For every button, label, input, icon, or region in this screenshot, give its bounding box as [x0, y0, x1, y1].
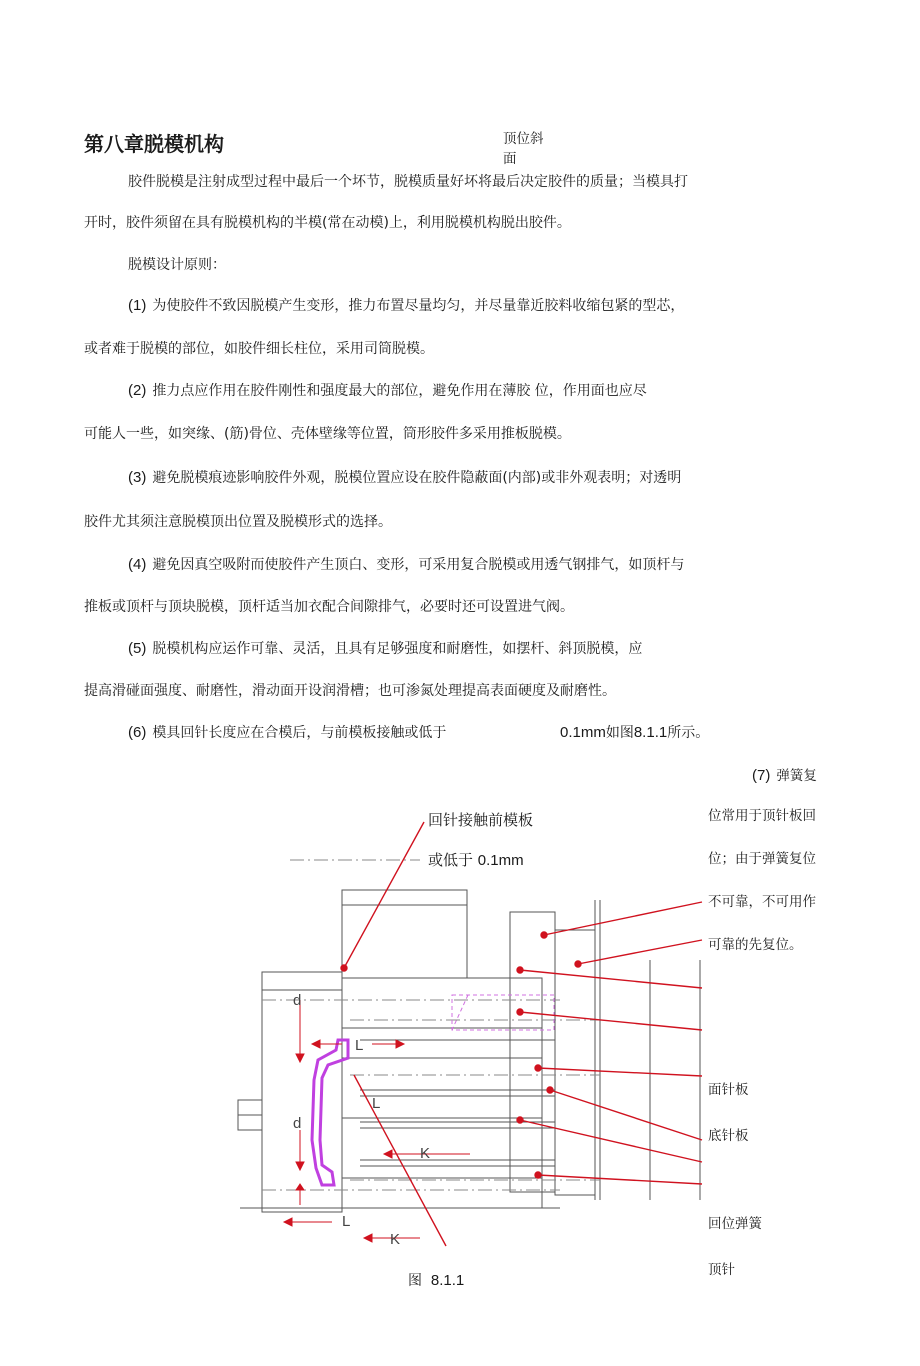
item-6-text: 模具回针长度应在合模后，与前模板接触或低于: [152, 725, 447, 741]
dim-L-lower: L: [342, 1213, 351, 1230]
principles-heading: 脱模设计原则：: [128, 257, 226, 273]
item-5-text: 脱模机构应运作可靠、灵活，且具有足够强度和耐磨性，如摆杆、斜顶脱模，应: [152, 641, 643, 657]
item-7-line-4: 不可靠，不可用作: [708, 894, 816, 910]
figure-caption-prefix: 图: [408, 1273, 422, 1289]
item-1-number: (1): [128, 297, 147, 314]
item-5-line-2: 提高滑碰面强度、耐磨性，滑动面开设润滑槽；也可渗氮处理提高表面硬度及耐磨性。: [84, 683, 616, 699]
dim-K-upper: K: [420, 1145, 431, 1162]
side-note-line-2: 面: [503, 151, 517, 167]
item-6-value: 0.1mm: [560, 724, 606, 741]
item-5-number: (5): [128, 640, 147, 657]
dim-d-upper: d: [293, 992, 302, 1009]
intro-line-1: 胶件脱模是注射成型过程中最后一个坏节，脱模质量好坏将最后决定胶件的质量；当模具打: [128, 174, 688, 190]
item-7-line-5: 可靠的先复位。: [708, 937, 803, 953]
item-6-ref-post: 所示。: [667, 725, 710, 741]
fixed-plate-block: [262, 972, 342, 1212]
figure-label-ejector-pin: 顶针: [708, 1262, 735, 1278]
item-7-text-start: 弹簧复: [776, 768, 817, 784]
dim-K-lower: K: [390, 1231, 401, 1248]
side-note-line-1: 顶位斜: [503, 131, 544, 147]
dim-L-middle: L: [372, 1095, 381, 1112]
page-title: 第八章脱模机构: [84, 132, 224, 156]
figure-label-bottom-plate: 底针板: [708, 1128, 749, 1144]
item-7-line-3: 位；由于弹簧复位: [708, 851, 816, 867]
intro-line-2: 开时，胶件须留在具有脱模机构的半模(常在动模)上，利用脱模机构脱出胶件。: [84, 215, 571, 231]
figure-label-face-plate: 面针板: [708, 1082, 749, 1098]
item-6-ref-pre: 如图: [605, 725, 634, 741]
figure-label-return-spring: 回位弹簧: [708, 1216, 762, 1232]
dim-d-lower: d: [293, 1115, 302, 1132]
upper-plate: [342, 890, 467, 978]
item-2-number: (2): [128, 382, 147, 399]
item-4-number: (4): [128, 556, 147, 573]
dim-L-upper: L: [355, 1037, 364, 1054]
item-3-line-2: 胶件尤其须注意脱模顶出位置及脱模形式的选择。: [84, 514, 392, 530]
molded-part-outline: [312, 1040, 348, 1185]
item-7-number: (7): [752, 767, 771, 784]
item-3-number: (3): [128, 469, 147, 486]
item-2-text: 推力点应作用在胶件刚性和强度最大的部位，避免作用在薄胶 位，作用面也应尽: [152, 383, 647, 399]
figure-callout-text: 或低于: [428, 851, 474, 869]
ejector-stack: [510, 912, 555, 1192]
item-3-text: 避免脱模痕迹影响胶件外观，脱模位置应设在胶件隐蔽面(内部)或非外观表明；对透明: [152, 470, 682, 486]
item-4-text: 避免因真空吸附而使胶件产生顶白、变形，可采用复合脱模或用透气钢排气，如顶杆与: [152, 557, 685, 573]
item-6-figure-ref: 8.1.1: [633, 724, 668, 741]
item-2-line-2: 可能人一些，如突缘、(筋)骨位、壳体壁缘等位置，筒形胶件多采用推板脱模。: [84, 426, 571, 442]
figure-callout-value: 0.1mm: [477, 852, 524, 869]
figure-callout-line-1: 回针接触前模板: [428, 811, 534, 829]
callout-lines: [341, 822, 702, 1246]
figure-caption-number: 8.1.1: [430, 1272, 465, 1289]
item-6-number: (6): [128, 724, 147, 741]
item-1-line-2: 或者难于脱模的部位，如胶件细长柱位，采用司筒脱模。: [84, 341, 434, 357]
item-4-line-2: 推板或顶杆与顶块脱模，顶杆适当加衣配合间隙排气，必要时还可设置进气阀。: [84, 599, 574, 615]
mold-outline: [238, 890, 700, 1212]
item-7-line-2: 位常用于顶针板回: [708, 808, 816, 824]
item-1-text: 为使胶件不致因脱模产生变形，推力布置尽量均匀，并尽量靠近胶料收缩包紧的型芯，: [152, 298, 685, 314]
